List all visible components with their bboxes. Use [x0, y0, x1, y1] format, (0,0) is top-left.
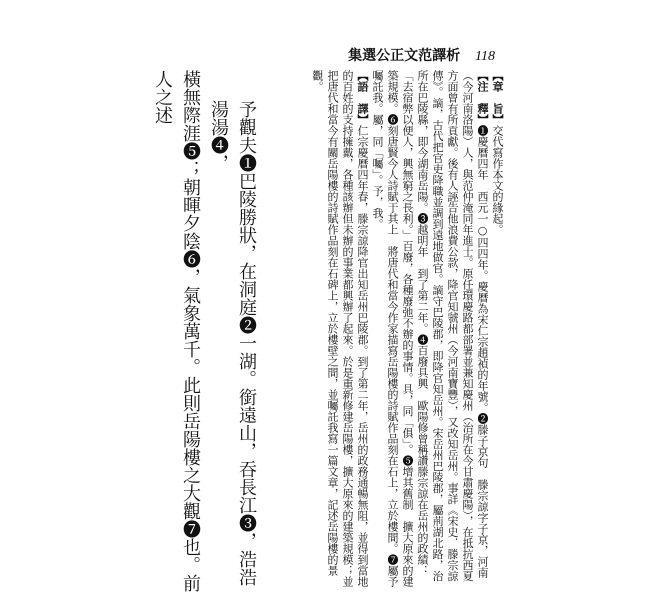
- main-text-block: [40, 70, 260, 600]
- zhangzhi-paragraph: [490, 70, 505, 590]
- zhushi-text: ❶慶曆四年 西元一○四四年。慶曆為宋仁宗趙禎的年號。❷滕子京句 滕宗諒字子京，河南（今河南洛陽）人，與范仲淹同年進士。原任環慶路都部署並兼知慶州（治所在今甘肅慶陽），在抵抗西夏方面曾有所貢獻。後有人誣告他浪費公款，降官知虢州（今河南寶豐），又改知岳州。事詳《宋史．滕宗諒傳》。謫，古代把官吏降職並調到遠地做官。謫守巴陵郡，即降官知岳州。宋岳州巴陵郡，屬荊湖北路，治所在巴陵縣，即今湖南岳陽。❸越明年 到了第二年。❹百廢具興 歐陽修曾稱讚滕宗諒在岳州的政績：「去宿弊以便人，興無窮之長利。」百廢，各種廢弛不辦的事情。具，同「俱」。❺增其舊制 擴大原來的建築規模。❻刻唐賢今人詩賦于其上 將唐代和當今作家描寫岳陽樓的詩賦作品刻在石上，立於樓間。❼屬予 囑託我。屬，同「囑」。予，我。: [371, 70, 489, 598]
- yuyi-paragraph: [310, 70, 370, 590]
- zhushi-label: 【注 釋】: [476, 70, 489, 125]
- yuyi-text: 仁宗慶曆四年春，滕宗諒降官出知岳州巴陵郡。到了第二年，岳州的政務通暢無阻，並得到當地的百姓的支持擁戴，各種該辦但未辦的事業都興辦了起來。於是重新修建岳陽樓，擴大原來的建築規模；並把唐代和當今有關岳陽樓的詩賦作品刻在石碑上，立於樓壁之間，並囑託我寫一篇文章，記述岳陽樓的景觀。: [311, 70, 369, 587]
- zhangzhi-text: 交代寫作本文的緣起。: [491, 125, 504, 235]
- main-text-line-2: 橫無際涯❺；朝暉夕陰❻，氣象萬千。此則岳陽樓之大觀❼也。前人之述: [152, 70, 201, 592]
- main-text-line-1: 予觀夫❶巴陵勝狀，在洞庭❷一湖。銜遠山，吞長江❸，浩浩湯湯❹，: [208, 100, 257, 586]
- book-title: 集選公正文范譯析: [348, 48, 461, 64]
- running-header: [348, 45, 495, 65]
- page-number: 118: [475, 49, 495, 64]
- yuyi-label: 【語 譯】: [356, 70, 369, 125]
- zhushi-paragraph: [370, 70, 490, 598]
- zhangzhi-label: 【章 旨】: [491, 70, 504, 125]
